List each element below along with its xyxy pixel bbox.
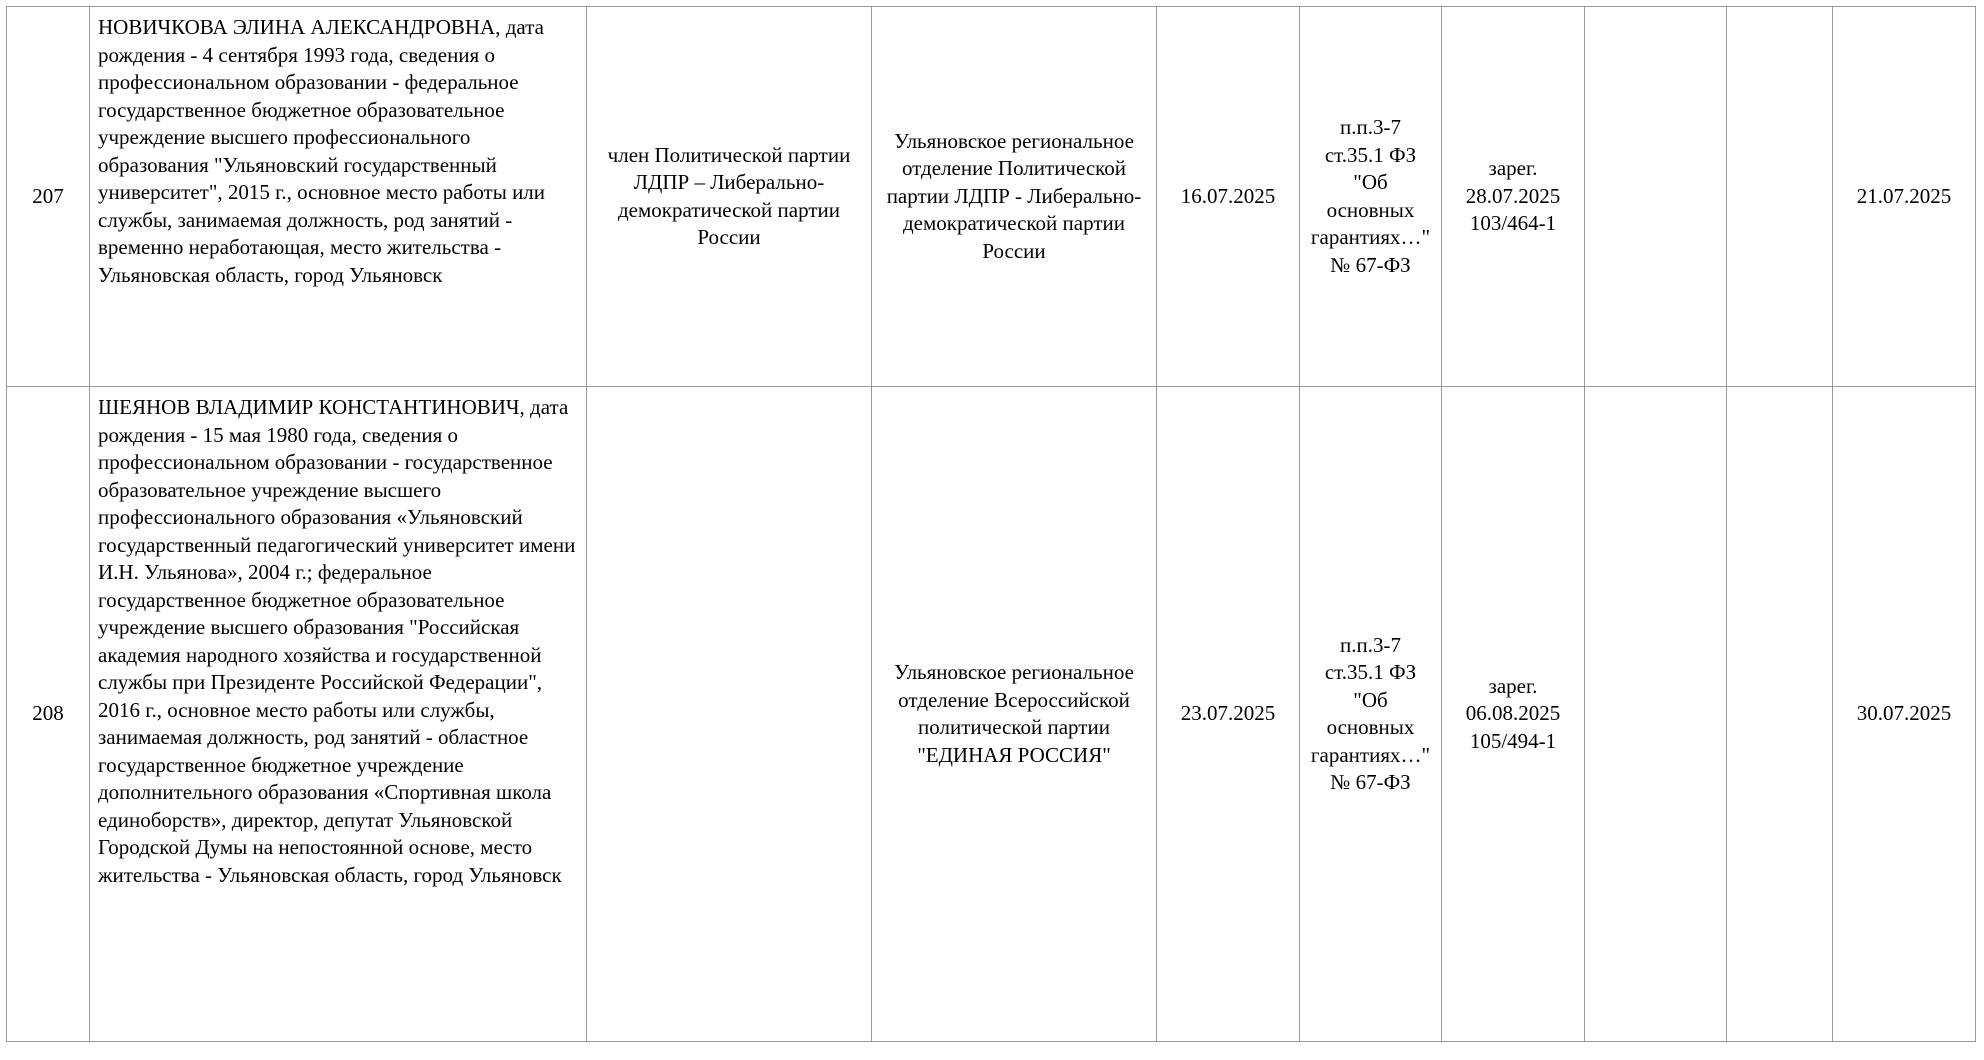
empty-cell <box>1585 387 1727 1042</box>
legal-basis: п.п.3-7 ст.35.1 ФЗ "Об основных гарантиях…" № 67-ФЗ <box>1300 387 1442 1042</box>
candidate-info: НОВИЧКОВА ЭЛИНА АЛЕКСАНДРОВНА, дата рождения - 4 сентября 1993 года, сведения о профессиональном образовании - федеральное государственное бюджетное образовательное учреждение высшего профессионального образования "Ульяновский государственный университет", 2015 г., основное место работы или службы, занимаемая должность, род занятий - временно неработающая, место жительства - Ульяновская область, город Ульяновск <box>90 7 587 387</box>
table-row <box>7 7 1976 387</box>
final-date: 30.07.2025 <box>1833 387 1976 1042</box>
row-number: 207 <box>7 7 90 387</box>
candidate-info: ШЕЯНОВ ВЛАДИМИР КОНСТАНТИНОВИЧ, дата рождения - 15 мая 1980 года, сведения о профессиональном образовании - государственное образовательное учреждение высшего профессионального образования «Ульяновский государственный педагогический университет имени И.Н. Ульянова», 2004 г.; федеральное государственное бюджетное образовательное учреждение высшего образования "Российская академия народного хозяйства и государственной службы при Президенте Российской Федерации", 2016 г., основное место работы или службы, занимаемая должность, род занятий - областное государственное бюджетное учреждение дополнительного образования «Спортивная школа единоборств», директор, депутат Ульяновской Городской Думы на непостоянной основе, место жительства - Ульяновская область, город Ульяновск <box>90 387 587 1042</box>
party-membership: член Политической партии ЛДПР – Либерально-демократической партии России <box>587 7 872 387</box>
row-number: 208 <box>7 387 90 1042</box>
empty-cell <box>1727 7 1833 387</box>
table-row <box>7 387 1976 1042</box>
nominating-body: Ульяновское региональное отделение Политической партии ЛДПР - Либерально-демократической партии России <box>872 7 1157 387</box>
final-date: 21.07.2025 <box>1833 7 1976 387</box>
nominating-body: Ульяновское региональное отделение Всероссийской политической партии "ЕДИНАЯ РОССИЯ" <box>872 387 1157 1042</box>
legal-basis: п.п.3-7 ст.35.1 ФЗ "Об основных гарантиях…" № 67-ФЗ <box>1300 7 1442 387</box>
submission-date: 16.07.2025 <box>1157 7 1300 387</box>
empty-cell <box>1727 387 1833 1042</box>
party-membership <box>587 387 872 1042</box>
empty-cell <box>1585 7 1727 387</box>
candidates-table <box>6 6 1976 1042</box>
submission-date: 23.07.2025 <box>1157 387 1300 1042</box>
registration-status: зарег. 06.08.2025 105/494-1 <box>1442 387 1585 1042</box>
registration-status: зарег. 28.07.2025 103/464-1 <box>1442 7 1585 387</box>
